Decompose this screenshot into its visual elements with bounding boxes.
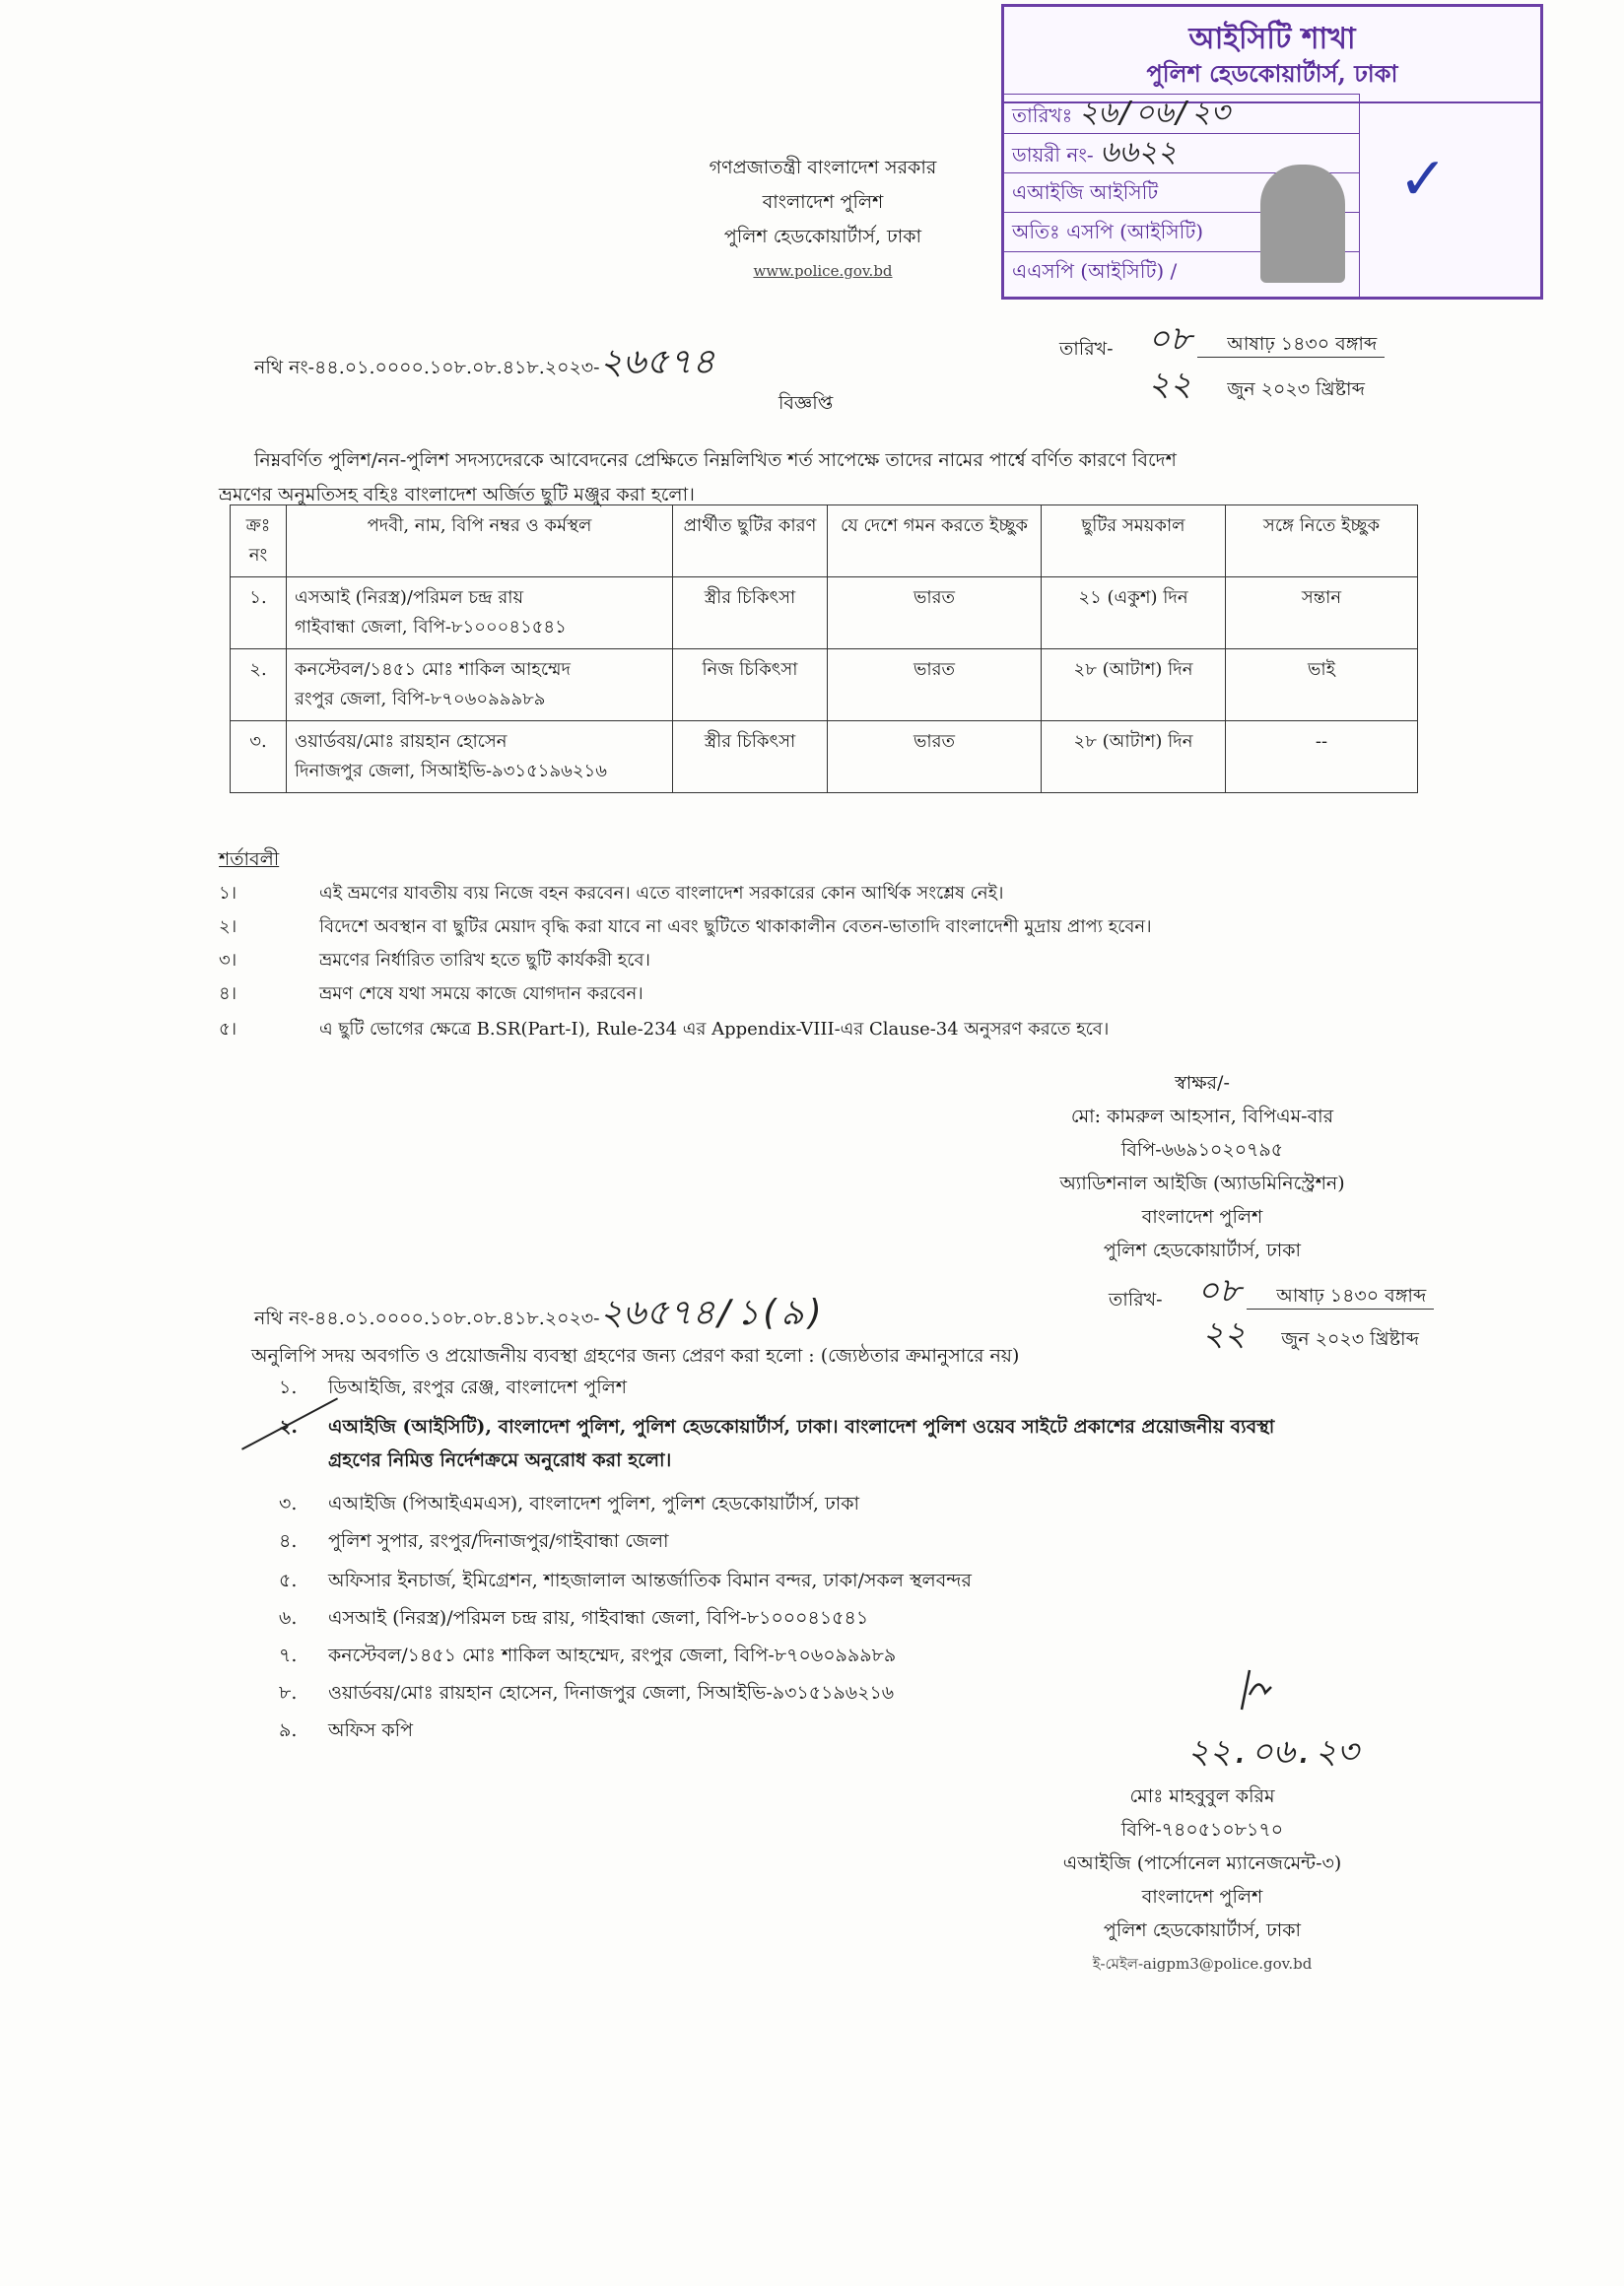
cell-name: এসআই (নিরস্ত্র)/পরিমল চন্দ্র রায় গাইবান্ধা জেলা, বিপি-৮১০০০৪১৫৪১ xyxy=(287,577,673,649)
sig2-org: বাংলাদেশ পুলিশ xyxy=(1141,1886,1263,1908)
cell-duration: ২১ (একুশ) দিন xyxy=(1042,577,1226,649)
stamp-row-aig: এআইজি আইসিটি xyxy=(1004,172,1359,212)
header-website: www.police.gov.bd xyxy=(753,262,893,280)
table-row xyxy=(231,649,1418,721)
sig2-email: ই-মেইল-aigpm3@police.gov.bd xyxy=(1092,1955,1313,1973)
conditions-title: শর্তাবলী xyxy=(219,848,280,870)
stamp-row-date: তারিখঃ ২৬/০৬/২৩ xyxy=(1004,94,1359,133)
copy-date-bangla: ০৮ আষাঢ় ১৪৩০ বঙ্গাব্দ xyxy=(1197,1265,1434,1321)
sig2-hand-date: ২২.০৬.২৩ xyxy=(1187,1732,1359,1772)
copy-date-english: ২২ জুন ২০২৩ খ্রিষ্টাব্দ xyxy=(1202,1314,1419,1354)
memo-date-english: ২২ জুন ২০২৩ খ্রিষ্টাব্দ xyxy=(1148,365,1365,404)
stamp-hand-diary: ৬৬২২ xyxy=(1100,135,1178,169)
header-line1: গণপ্রজাতন্ত্রী বাংলাদেশ সরকার xyxy=(709,157,937,178)
th-reason: প্রার্থীত ছুটির কারণ xyxy=(673,505,828,577)
handwritten-signature xyxy=(1232,1665,1291,1714)
copy-date-label: তারিখ- xyxy=(1109,1289,1163,1311)
stamp-hand-date: ২৬/০৬/২৩ xyxy=(1078,96,1230,130)
cell-companion: -- xyxy=(1226,721,1418,793)
cell-serial: ২. xyxy=(231,649,287,721)
sig1-org: বাংলাদেশ পুলিশ xyxy=(1141,1206,1263,1228)
sig2-designation: এআইজি (পার্সোনেল ম্যানেজমেন্ট-৩) xyxy=(1062,1852,1342,1874)
header-line2: বাংলাদেশ পুলিশ xyxy=(762,191,884,213)
cell-duration: ২৮ (আটাশ) দিন xyxy=(1042,721,1226,793)
cell-name: ওয়ার্ডবয়/মোঃ রায়হান হোসেন দিনাজপুর জেলা, সিআইভি-৯৩১৫১৯৬২১৬ xyxy=(287,721,673,793)
gov-header xyxy=(655,151,990,289)
cell-reason: স্ত্রীর চিকিৎসা xyxy=(673,721,828,793)
memo-intro-line2: ভ্রমণের অনুমতিসহ বহিঃ বাংলাদেশ অর্জিত ছুটি মঞ্জুর করা হলো। xyxy=(219,484,695,505)
th-serial: ক্রঃ নং xyxy=(231,505,287,577)
th-name: পদবী, নাম, বিপি নম্বর ও কর্মস্থল xyxy=(287,505,673,577)
cell-country: ভারত xyxy=(828,577,1042,649)
th-companion: সঙ্গে নিতে ইচ্ছুক xyxy=(1226,505,1418,577)
header-line3: পুলিশ হেডকোয়ার্টার্স, ঢাকা xyxy=(723,226,922,247)
th-duration: ছুটির সময়কাল xyxy=(1042,505,1226,577)
stamp-title: আইসিটি শাখা xyxy=(1188,22,1356,56)
sig2-office: পুলিশ হেডকোয়ার্টার্স, ঢাকা xyxy=(1103,1919,1302,1941)
cell-companion: সন্তান xyxy=(1226,577,1418,649)
signature-block-2 xyxy=(995,1780,1409,1981)
cell-name: কনস্টেবল/১৪৫১ মোঃ শাকিল আহম্মেদ রংপুর জেলা, বিপি-৮৭০৬০৯৯৯৮৯ xyxy=(287,649,673,721)
sig2-bp: বিপি-৭৪০৫১০৮১৭০ xyxy=(1120,1819,1284,1841)
memo-reference: নথি নং-৪৪.০১.০০০০.১০৮.০৮.৪১৮.২০২৩-২৬৫৭৪ xyxy=(254,342,715,382)
copy-intro: অনুলিপি সদয় অবগতি ও প্রয়োজনীয় ব্যবস্থা গ্রহণের জন্য প্রেরণ করা হলো : (জ্যেষ্ঠতার ক্রমানুসারে নয়) xyxy=(251,1345,1020,1367)
sig1-name: মো: কামরুল আহসান, বিপিএম-বার xyxy=(1070,1106,1334,1127)
cell-serial: ১. xyxy=(231,577,287,649)
signature-block-1 xyxy=(995,1066,1409,1267)
memo-intro-line1: নিম্নবর্ণিত পুলিশ/নন-পুলিশ সদস্যদেরকে আবেদনের প্রেক্ষিতে নিম্নলিখিত শর্ত সাপেক্ষে তাদের নামের পার্শ্বে বর্ণিত কারণে বিদেশ xyxy=(254,449,1177,471)
sig1-signed: স্বাক্ষর/- xyxy=(1175,1072,1230,1094)
cell-country: ভারত xyxy=(828,649,1042,721)
stamp-row-diary: ডায়রী নং- ৬৬২২ xyxy=(1004,133,1359,172)
cell-serial: ৩. xyxy=(231,721,287,793)
sig2-name: মোঃ মাহবুবুল করিম xyxy=(1129,1785,1275,1807)
cell-reason: নিজ চিকিৎসা xyxy=(673,649,828,721)
check-mark-icon: ✓ xyxy=(1398,145,1449,214)
table-row xyxy=(231,577,1418,649)
memo-date-label: তারিখ- xyxy=(1059,338,1114,360)
cell-duration: ২৮ (আটাশ) দিন xyxy=(1042,649,1226,721)
table-header-row xyxy=(231,505,1418,577)
cell-reason: স্ত্রীর চিকিৎসা xyxy=(673,577,828,649)
cell-companion: ভাই xyxy=(1226,649,1418,721)
sig1-designation: অ্যাডিশনাল আইজি (অ্যাডমিনিস্ট্রেশন) xyxy=(1059,1173,1345,1194)
stamp-row-addl-sp: অতিঃ এসপি (আইসিটি) xyxy=(1004,212,1359,251)
portrait-watermark-icon xyxy=(1260,165,1345,283)
memo-date-bangla: ০৮ আষাঢ় ১৪৩০ বঙ্গাব্দ xyxy=(1148,313,1385,370)
leave-table xyxy=(230,504,1418,793)
th-country: যে দেশে গমন করতে ইচ্ছুক xyxy=(828,505,1042,577)
memo-title: বিজ্ঞপ্তি xyxy=(778,392,834,414)
sig1-office: পুলিশ হেডকোয়ার্টার্স, ঢাকা xyxy=(1103,1240,1302,1261)
memo-ref-hand: ২৬৫৭৪ xyxy=(599,342,715,382)
sig1-bp: বিপি-৬৬৯১০২০৭৯৫ xyxy=(1120,1139,1284,1161)
cell-country: ভারত xyxy=(828,721,1042,793)
copy-ref-hand: ২৬৫৭৪/১(৯) xyxy=(599,1293,826,1333)
stamp-subtitle: পুলিশ হেডকোয়ার্টার্স, ঢাকা xyxy=(1004,56,1540,103)
copy-reference: নথি নং-৪৪.০১.০০০০.১০৮.০৮.৪১৮.২০২৩-২৬৫৭৪/১(৯) xyxy=(254,1293,826,1333)
stamp-row-asp: এএসপি (আইসিটি) / xyxy=(1004,251,1359,291)
table-row xyxy=(231,721,1418,793)
ict-received-stamp xyxy=(1001,4,1543,300)
